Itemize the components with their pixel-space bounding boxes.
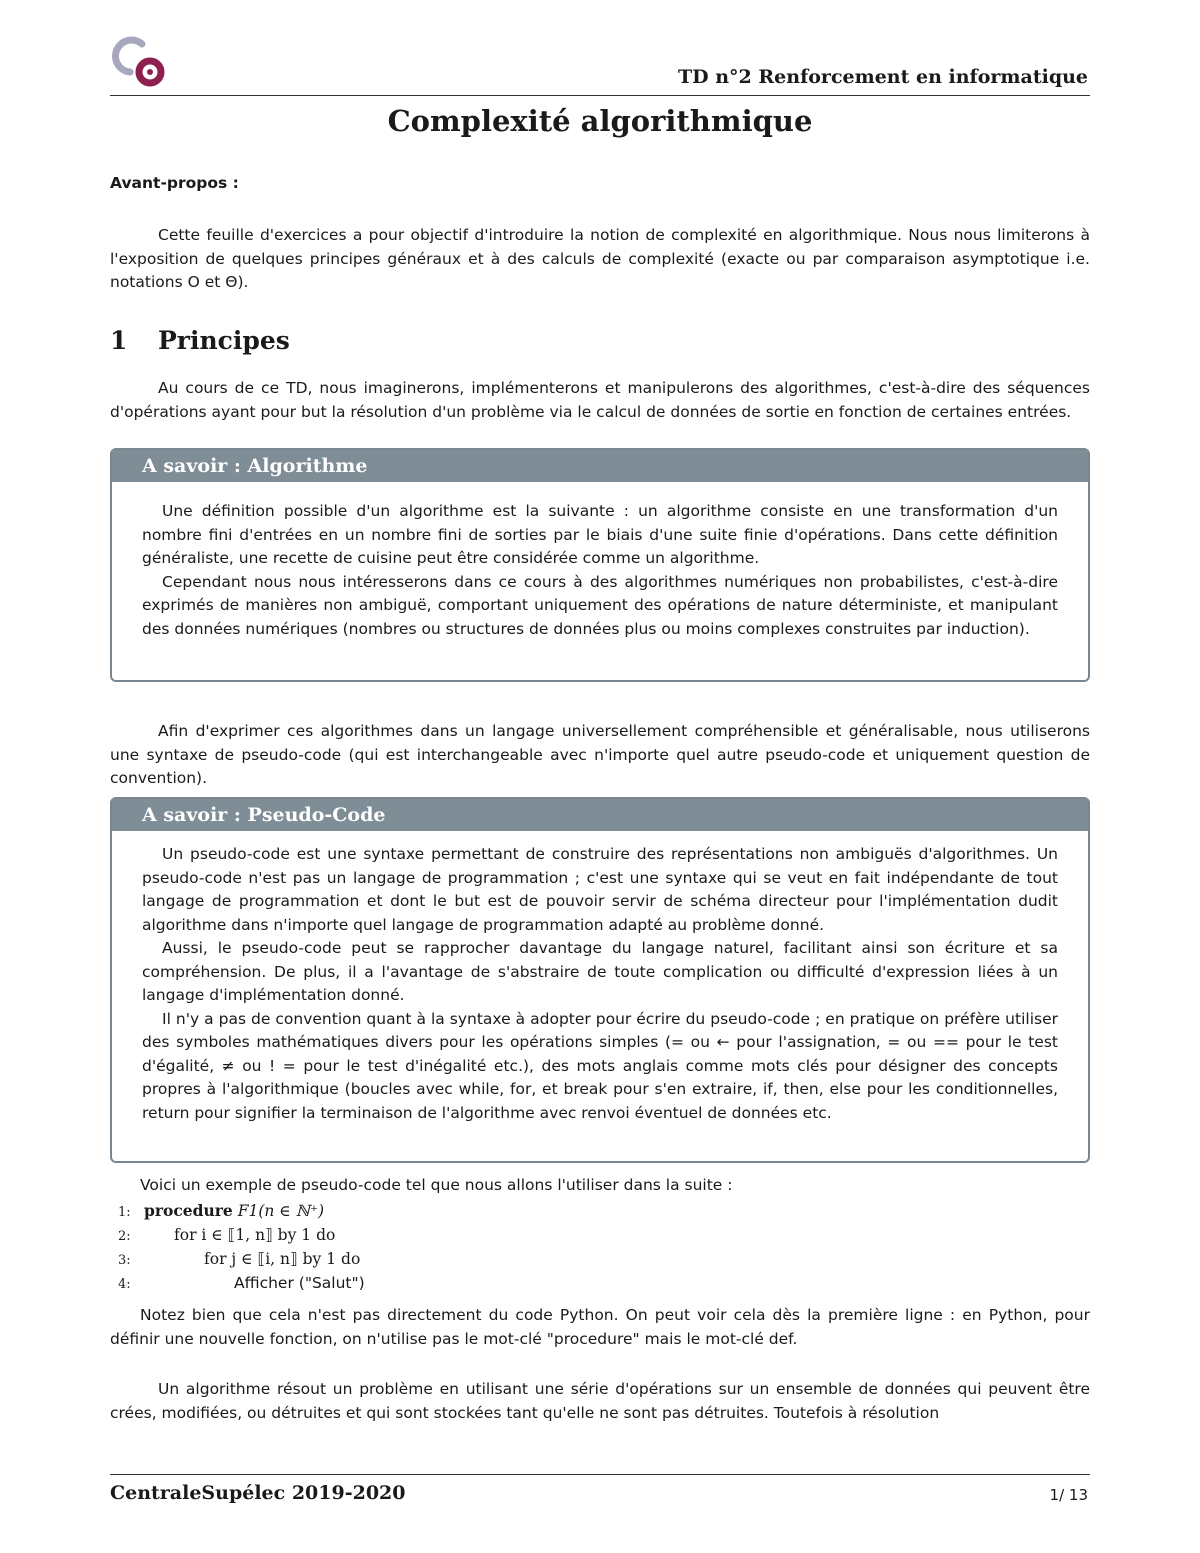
paragraph-last: Un algorithme résout un problème en utilisant une série d'opérations sur un ensemble de données qui peuvent être crées, modifiées, ou détruites et qui sont stockées tant qu'elle ne sont pas détruites. Toutefois à résolution [110, 1380, 1090, 1422]
box-pseudo-paragraph: Il n'y a pas de convention quant à la syntaxe à adopter pour écrire du pseudo-code ; en pratique on préfère utiliser des symboles mathématiques divers pour les opérations simples (= ou ← pour l'assignation, = ou == pour le test d'égalité, ≠ ou ! = pour le test d'inégalité etc.), des mots anglais comme mots clés pour désigner des concepts propres à l'algorithmique (boucles avec while, for, et break pour s'en extraire, if, then, else pour les conditionnelles, return pour signifier la terminaison de l'algorithme avec renvoi éventuel de données etc. [142, 1009, 1058, 1122]
centralesupelec-logo [112, 36, 168, 92]
algorithm-line [110, 1271, 365, 1295]
footer-institution: CentraleSupélec 2019-2020 [110, 1482, 406, 1504]
box-algorithme-title: A savoir : Algorithme [112, 450, 1088, 482]
header-title: TD n°2 Renforcement en informatique [678, 66, 1088, 88]
algorithm-block [110, 1199, 365, 1295]
algorithm-keyword: for [204, 1250, 227, 1268]
algorithm-line [110, 1199, 365, 1223]
algorithm-keyword: procedure [144, 1201, 233, 1220]
section-title: Principes [158, 326, 290, 355]
document-title: Complexité algorithmique [387, 104, 813, 138]
box-algorithme [110, 448, 1090, 682]
paragraph-python: Notez bien que cela n'est pas directement du code Python. On peut voir cela dès la première ligne : en Python, pour définir une nouvelle fonction, on n'utilise pas le mot-clé "procedure" mais le mot-clé def. [110, 1306, 1090, 1348]
avant-propos-label: Avant-propos : [110, 174, 239, 192]
box-algorithme-paragraph: Cependant nous nous intéresserons dans ce cours à des algorithmes numériques non probabilistes, c'est-à-dire exprimés de manières non ambiguë, comportant uniquement des opérations de nature déterministe, et manipulant des données numériques (nombres ou structures de données plus ou moins complexes construites par induction). [142, 572, 1058, 638]
footer-rule [110, 1474, 1090, 1475]
example-intro: Voici un exemple de pseudo-code tel que nous allons l'utiliser dans la suite : [140, 1176, 733, 1194]
page-number: 1/ 13 [1049, 1486, 1088, 1504]
line-number: 1: [118, 1205, 131, 1220]
line-number: 3: [118, 1253, 131, 1268]
box-pseudo-paragraph: Aussi, le pseudo-code peut se rapprocher davantage du langage naturel, facilitant ainsi son écriture et sa compréhension. De plus, il a l'avantage de s'abstraire de toute complication ou difficulté d'expression liées à un langage d'implémentation donné. [142, 939, 1058, 1004]
algorithm-line [110, 1247, 365, 1271]
paragraph-pseudo: Afin d'exprimer ces algorithmes dans un langage universellement compréhensible et généralisable, nous utiliserons une syntaxe de pseudo-code (qui est interchangeable avec n'importe quel autre pseudo-code et uniquement question de convention). [110, 722, 1090, 787]
section-intro: Au cours de ce TD, nous imaginerons, implémenterons et manipulerons des algorithmes, c'est-à-dire des séquences d'opérations ayant pour but la résolution d'un problème via le calcul de données de sortie en fonction de certaines entrées. [110, 379, 1090, 421]
algorithm-line [110, 1223, 365, 1247]
section-heading [110, 326, 290, 355]
avant-propos-text: Cette feuille d'exercices a pour objectif d'introduire la notion de complexité en algorithmique. Nous nous limiterons à l'exposition de quelques principes généraux et à des calculs de complexité (exacte ou par comparaison asymptotique i.e. notations O et Θ). [110, 226, 1090, 291]
box-pseudo-paragraph: Un pseudo-code est une syntaxe permettant de construire des représentations non ambiguës d'algorithmes. Un pseudo-code n'est pas un langage de programmation ; c'est une syntaxe qui se veut en fait indépendante de tout langage de programmation et dont le but est de pouvoir servir de schéma directeur pour l'implémentation dudit algorithme dans n'importe quel langage de programmation adapté au problème donné. [142, 845, 1058, 934]
header-rule [110, 95, 1090, 96]
algorithm-text: j ∈ ⟦i, n⟧ by 1 do [231, 1250, 361, 1268]
box-pseudo-code [110, 797, 1090, 1163]
algorithm-text: i ∈ ⟦1, n⟧ by 1 do [201, 1226, 336, 1244]
box-algorithme-paragraph: Une définition possible d'un algorithme est la suivante : un algorithme consiste en une transformation d'un nombre fini d'entrées en un nombre fini de sorties par le biais d'une suite finie d'opérations. Dans cette définition généraliste, une recette de cuisine peut être considérée comme un algorithme. [142, 502, 1058, 567]
algorithm-keyword: for [174, 1226, 197, 1244]
section-number: 1 [110, 326, 128, 355]
algorithm-text: F1(n ∈ ℕ⁺) [237, 1202, 325, 1220]
algorithm-text: Afficher ("Salut") [234, 1274, 365, 1292]
line-number: 4: [118, 1277, 131, 1292]
line-number: 2: [118, 1229, 131, 1244]
box-pseudo-title: A savoir : Pseudo-Code [112, 799, 1088, 831]
